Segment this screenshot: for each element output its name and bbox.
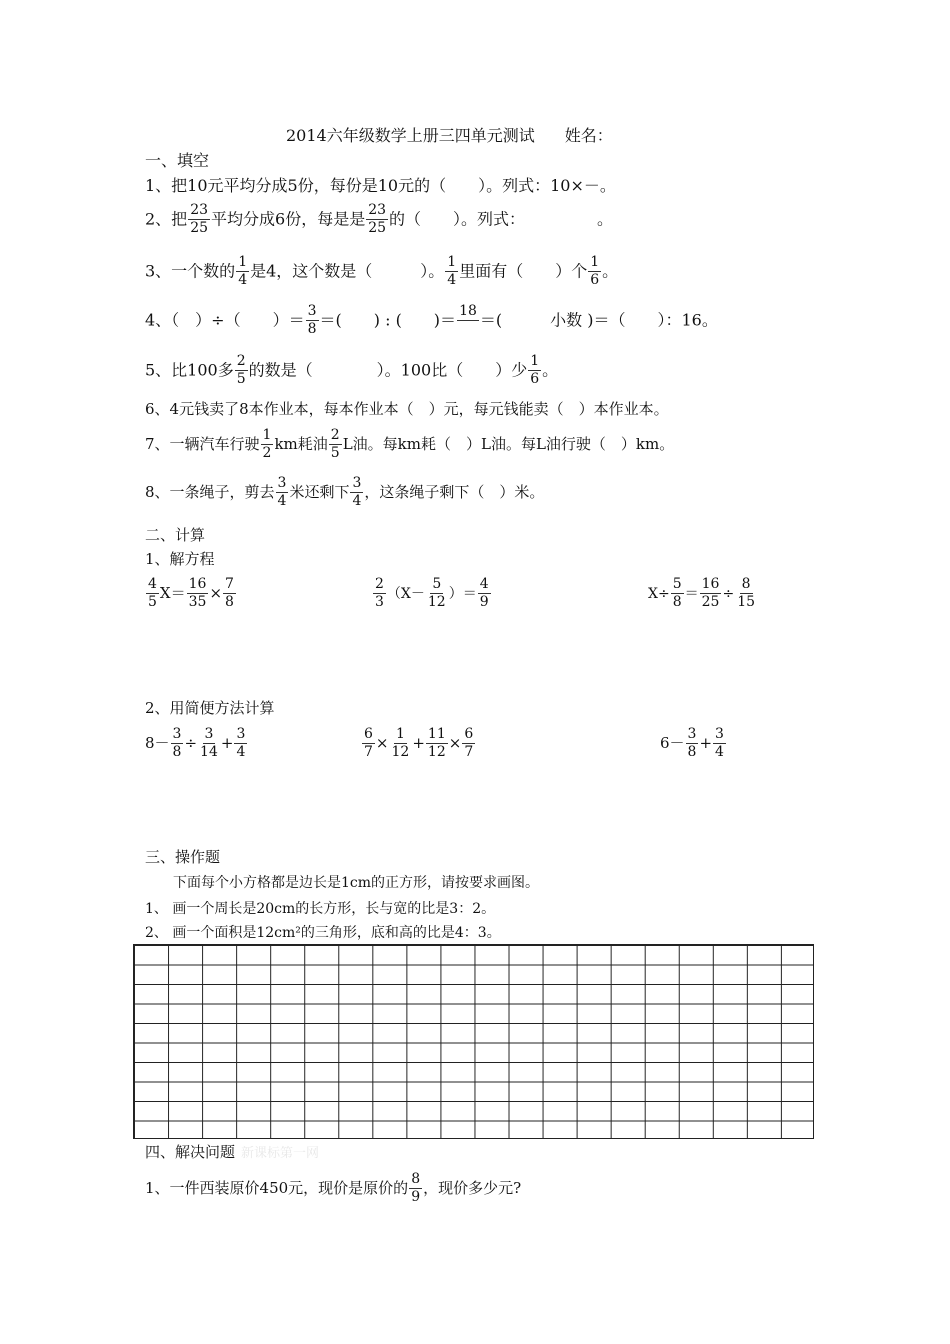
fraction: $\frac{3}{8}$ [172, 726, 182, 761]
section3-question-2: 2、 画一个面积是12cm²的三角形，底和高的比是4：3。 [145, 925, 501, 941]
fraction: $\frac{3}{8}$ [687, 726, 697, 761]
fraction: $\frac{1}{6}$ [530, 353, 540, 388]
equation-1: $\frac{4}{5}$ X＝ $\frac{16}{35}$ × $\frac{7}{8}$ [148, 576, 234, 611]
calculation-1: 8－ $\frac{3}{8}$ ÷ $\frac{3}{14}$ + $\frac{3}{4}$ [145, 726, 246, 761]
fraction: $\frac{11}{12}$ [427, 726, 446, 761]
fraction: $\frac{4}{9}$ [479, 576, 489, 611]
calculation-3: 6－ $\frac{3}{8}$ + $\frac{3}{4}$ [660, 726, 724, 761]
question-1-4: 4、（ ）÷（ ）＝ $\frac{3}{8}$ ＝( ) : ( )＝ 18 ＝( 小数 )＝（ ）：16。 [145, 303, 718, 338]
fraction: $\frac{1}{2}$ [262, 427, 272, 462]
section3-question-1: 1、 画一个周长是20cm的长方形，长与宽的比是3：2。 [145, 901, 496, 917]
section4-question-1: 1、一件西装原价450元，现价是原价的 $\frac{8}{9}$ ，现价多少元? [145, 1171, 522, 1206]
fraction: $\frac{6}{7}$ [464, 726, 474, 761]
name-label: 姓名： [564, 126, 613, 145]
fraction: $\frac{1}{12}$ [391, 726, 410, 761]
calculation-2: $\frac{6}{7}$ × $\frac{1}{12}$ + $\frac{11}{12}$ × $\frac{6}{7}$ [364, 726, 474, 761]
section2-sub2: 2、用简便方法计算 [145, 699, 275, 717]
fraction: 18 [457, 304, 479, 338]
page-title: 2014六年级数学上册三四单元测试 姓名： [286, 126, 613, 145]
section3-intro: 下面每个小方格都是边长是1cm的正方形，请按要求画图。 [173, 875, 540, 891]
fraction: $\frac{6}{7}$ [364, 726, 373, 761]
fraction: $\frac{1}{6}$ [590, 254, 600, 289]
question-1-2: 2、把 $\frac{23}{25}$ 平均分成6份，每是是 $\frac{23}{25}$ 的（ ）。列式： 。 [145, 202, 614, 237]
equation-3: X÷ $\frac{5}{8}$ ＝ $\frac{16}{25}$ ÷ $\frac{8}{15}$ [648, 576, 756, 611]
fraction: $\frac{4}{5}$ [148, 576, 157, 611]
fraction: $\frac{8}{15}$ [737, 576, 756, 611]
drawing-grid[interactable] [133, 944, 814, 1139]
question-1-3: 3、一个数的 $\frac{1}{4}$ 是4，这个数是（ ）。 $\frac{1}{4}$ 里面有（ ）个 $\frac{1}{6}$ 。 [145, 254, 619, 289]
section3-heading: 三、操作题 [145, 848, 221, 866]
section4-heading: 四、解决问题 新课标第一网 [145, 1143, 320, 1161]
fraction: $\frac{3}{4}$ [715, 726, 724, 761]
fraction: $\frac{2}{3}$ [375, 576, 384, 611]
fraction: $\frac{8}{9}$ [411, 1171, 421, 1206]
fraction: $\frac{23}{25}$ [368, 202, 387, 237]
question-1-1: 1、把10元平均分成5份，每份是10元的（ ）。列式：10×－。 [145, 176, 616, 195]
equation-2: $\frac{2}{3}$ （X－ $\frac{5}{12}$ ）＝ $\frac{4}{9}$ [375, 576, 489, 611]
fraction: $\frac{3}{4}$ [277, 475, 287, 510]
section1-heading: 一、填空 [145, 151, 210, 170]
question-1-6: 6、4元钱卖了8本作业本，每本作业本（ ）元，每元钱能卖（ ）本作业本。 [145, 400, 669, 418]
fraction: $\frac{3}{14}$ [200, 726, 218, 761]
fraction: $\frac{3}{8}$ [307, 303, 317, 338]
section2-heading: 二、计算 [145, 526, 206, 544]
fraction: $\frac{16}{35}$ [188, 576, 207, 611]
fraction: $\frac{5}{12}$ [427, 576, 446, 611]
watermark: 新课标第一网 [241, 1146, 320, 1161]
fraction: $\frac{23}{25}$ [190, 202, 209, 237]
fraction: $\frac{2}{5}$ [236, 353, 246, 388]
question-1-5: 5、比100多 $\frac{2}{5}$ 的数是（ ）。100比（ ）少 $\frac{1}{6}$ 。 [145, 353, 559, 388]
fraction: $\frac{2}{5}$ [330, 427, 340, 462]
fraction: $\frac{5}{8}$ [672, 576, 682, 611]
fraction: $\frac{3}{4}$ [352, 475, 362, 510]
fraction: $\frac{7}{8}$ [225, 576, 234, 611]
fraction: $\frac{1}{4}$ [447, 254, 457, 289]
section2-sub1: 1、解方程 [145, 550, 215, 568]
question-1-8: 8、一条绳子，剪去 $\frac{3}{4}$ 米还剩下 $\frac{3}{4}$ ，这条绳子剩下（ ）米。 [145, 475, 545, 510]
fraction: $\frac{3}{4}$ [236, 726, 246, 761]
fraction: $\frac{1}{4}$ [238, 254, 248, 289]
fraction: $\frac{16}{25}$ [701, 576, 720, 611]
question-1-7: 7、一辆汽车行驶 $\frac{1}{2}$ km耗油 $\frac{2}{5}$ L油。每km耗（ ）L油。每L油行驶（ ）km。 [145, 427, 675, 462]
